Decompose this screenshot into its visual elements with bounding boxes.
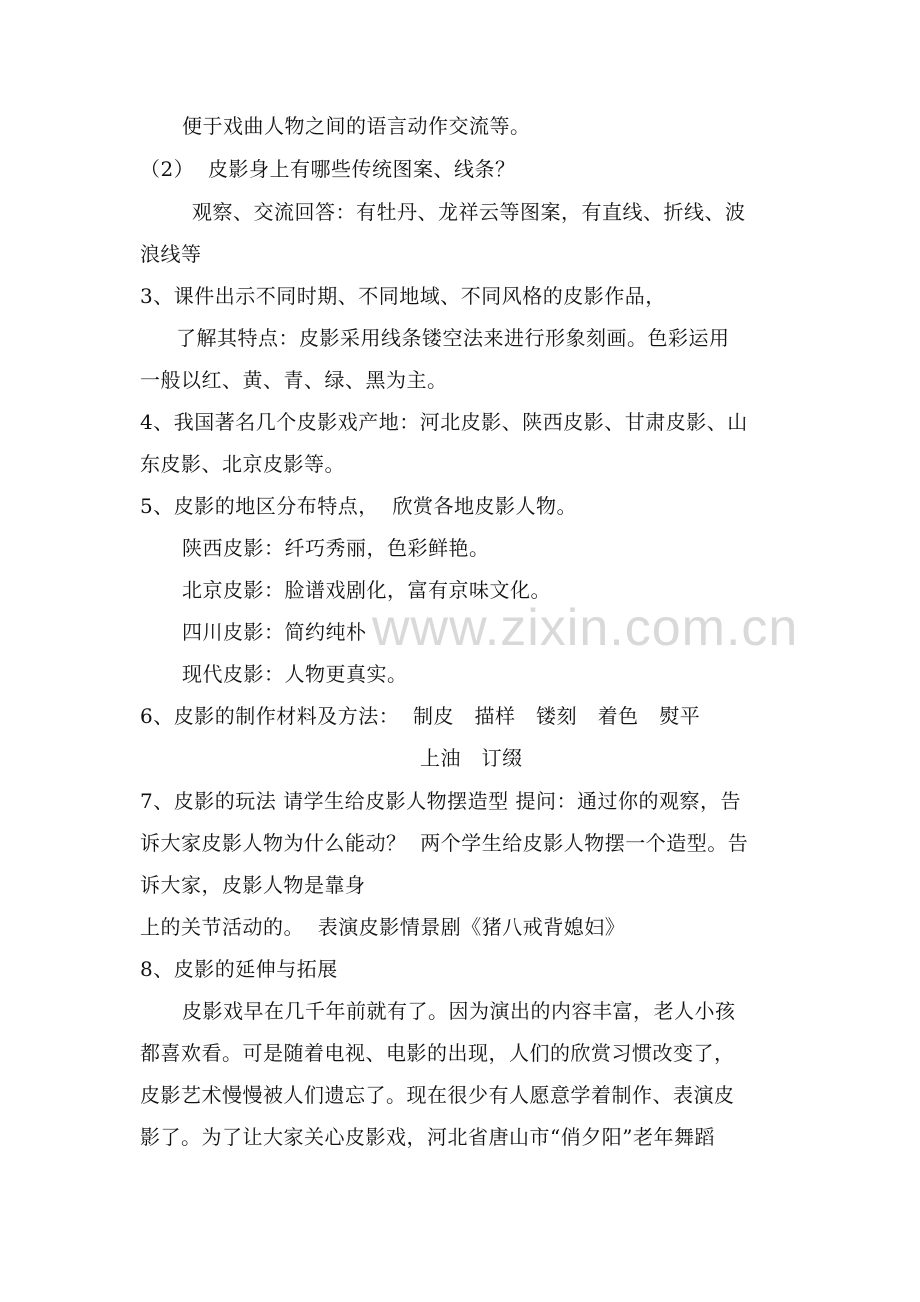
text-line-22: 皮影戏早在几千年前就有了。因为演出的内容丰富，老人小孩 [182, 999, 736, 1023]
text-line-3: 观察、交流回答：有牡丹、龙祥云等图案，有直线、折线、波 [192, 200, 746, 224]
text-line-6: 了解其特点：皮影采用线条镂空法来进行形象刻画。色彩运用 [176, 326, 730, 350]
text-line-23: 都喜欢看。可是随着电视、电影的出现，人们的欣赏习惯改变了， [140, 1041, 735, 1065]
text-line-16: 上油 订缀 [420, 746, 523, 770]
text-line-13: 四川皮影：简约纯朴 [182, 620, 367, 644]
text-line-21: 8、皮影的延伸与拓展 [140, 957, 338, 981]
text-line-4: 浪线等 [140, 242, 202, 266]
text-line-2: （2） 皮影身上有哪些传统图案、线条？ [140, 157, 516, 181]
text-line-19: 诉大家，皮影人物是靠身 [140, 873, 366, 897]
text-line-12: 北京皮影：脸谱戏剧化，富有京味文化。 [182, 578, 551, 602]
text-line-9: 东皮影、北京皮影等。 [140, 452, 345, 476]
text-line-1: 便于戏曲人物之间的语言动作交流等。 [182, 114, 531, 138]
text-line-25: 影了。为了让大家关心皮影戏，河北省唐山市“俏夕阳”老年舞蹈 [140, 1125, 715, 1149]
text-line-5: 3、课件出示不同时期、不同地域、不同风格的皮影作品， [140, 284, 666, 308]
text-line-11: 陕西皮影：纤巧秀丽，色彩鲜艳。 [182, 536, 490, 560]
text-line-10: 5、皮影的地区分布特点， 欣赏各地皮影人物。 [140, 494, 577, 518]
text-line-7: 一般以红、黄、青、绿、黑为主。 [140, 368, 448, 392]
text-line-15: 6、皮影的制作材料及方法： 制皮 描样 镂刻 着色 熨平 [140, 704, 701, 728]
watermark-text: www.zixin.com.cn [372, 599, 799, 657]
text-line-24: 皮影艺术慢慢被人们遗忘了。现在很少有人愿意学着制作、表演皮 [140, 1083, 735, 1107]
text-line-18: 诉大家皮影人物为什么能动？ 两个学生给皮影人物摆一个造型。告 [140, 831, 749, 855]
text-line-17: 7、皮影的玩法 请学生给皮影人物摆造型 提问：通过你的观察，告 [140, 789, 741, 813]
text-line-8: 4、我国著名几个皮影戏产地：河北皮影、陕西皮影、甘肃皮影、山 [140, 410, 748, 434]
text-line-20: 上的关节活动的。 表演皮影情景剧《猪八戒背媳妇》 [140, 915, 626, 939]
text-line-14: 现代皮影：人物更真实。 [182, 662, 408, 686]
